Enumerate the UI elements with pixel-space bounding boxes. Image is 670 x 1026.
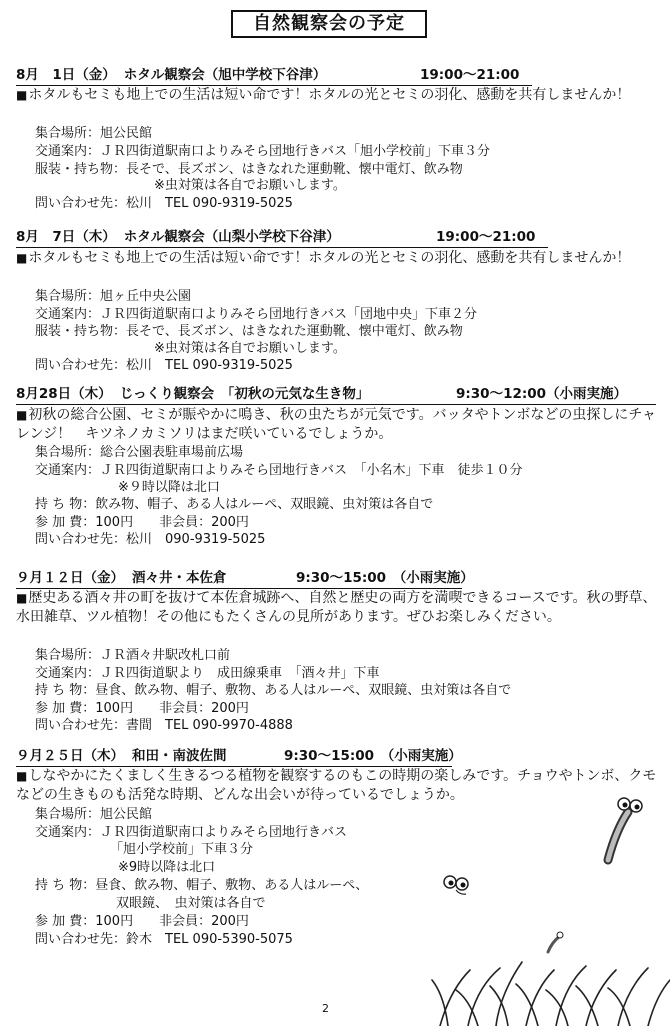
event-description: ■ホタルもセミも地上での生活は短い命です！ホタルの光とセミの羽化、感動を共有しませんか！ (16, 250, 631, 266)
event-name: 和田・南波佐間 (132, 748, 227, 764)
event-header (16, 228, 536, 246)
event-time: 9:30～15:00 （小雨実施） (284, 748, 462, 764)
event-row-note: ※9時以降は北口 (118, 860, 216, 875)
event-time: 9:30～12:00（小雨実施） (456, 386, 628, 402)
event-time: 9:30～15:00 （小雨実施） (296, 570, 474, 586)
square-bullet-icon: ■ (16, 251, 28, 265)
event-row: 集合場所：ＪＲ酒々井駅改札口前 (35, 648, 231, 663)
event-row: 集合場所：旭ヶ丘中央公園 (35, 289, 192, 304)
event-description: ■初秋の総合公園、セミが賑やかに鳴き、秋の虫たちが元気です。バッタやトンボなどの虫探しにチャレンジ！ キツネノカミソリはまだ咲いているでしょうか。 (16, 407, 656, 442)
event-row: 集合場所：旭公民館 (35, 807, 153, 822)
grass-illustration-icon (430, 940, 670, 1026)
event-row: 参 加 費：100円 非会員：200円 (35, 701, 249, 716)
event-row: 集合場所：旭公民館 (35, 126, 153, 141)
square-bullet-icon: ■ (16, 88, 28, 102)
event-date: ９月２５日（木） (16, 748, 124, 764)
event-description: ■ホタルもセミも地上での生活は短い命です！ホタルの光とセミの羽化、感動を共有しませんか！ (16, 87, 631, 103)
event-row: 問い合わせ先：松川 TEL 090-9319-5025 (35, 196, 293, 211)
square-bullet-icon: ■ (16, 408, 28, 422)
event-row: 持 ち 物：昼食、飲み物、帽子、敷物、ある人はルーペ、 (35, 878, 369, 893)
event-date: 8月 1日（金） (16, 67, 116, 83)
event-name: じっくり観察会 「初秋の元気な生き物」 (119, 386, 370, 402)
event-row: 交通案内：ＪＲ四街道駅南口よりみそら団地行きバス「団地中央」下車２分 (35, 307, 478, 322)
event-row: 参 加 費：100円 非会員：200円 (35, 914, 249, 929)
event-row-note: 双眼鏡、 虫対策は各自で (116, 896, 266, 911)
event-date: 8月28日（木） (16, 386, 112, 402)
event-row: 問い合わせ先：書間 TEL 090-9970-4888 (35, 718, 293, 733)
event-header (16, 66, 526, 84)
event-row: 服装・持ち物：長そで、長ズボン、はきなれた運動靴、懐中電灯、飲み物 (35, 324, 463, 339)
event-header (16, 747, 476, 765)
event-row: 持 ち 物：昼食、飲み物、帽子、敷物、ある人はルーペ、双眼鏡、虫対策は各自で (35, 683, 512, 698)
event-row: 持 ち 物：飲み物、帽子、ある人はルーペ、双眼鏡、虫対策は各自で (35, 497, 434, 512)
event-underline (16, 404, 656, 405)
event-row: 服装・持ち物：長そで、長ズボン、はきなれた運動靴、懐中電灯、飲み物 (35, 162, 463, 177)
event-name: 酒々井・本佐倉 (132, 570, 227, 586)
page-number: 2 (322, 1002, 329, 1015)
event-header (16, 385, 656, 403)
event-row-note: ※９時以降は北口 (118, 480, 220, 495)
event-header (16, 569, 476, 587)
square-bullet-icon: ■ (16, 769, 28, 783)
event-row: 問い合わせ先：松川 TEL 090-9319-5025 (35, 358, 293, 373)
event-name: ホタル観察会（山梨小学校下谷津） (123, 229, 340, 245)
event-row: 問い合わせ先：鈴木 TEL 090-5390-5075 (35, 932, 293, 947)
event-row: 集合場所：総合公園表駐車場前広場 (35, 445, 244, 460)
event-date: ９月１２日（金） (16, 570, 124, 586)
caterpillar-illustration-icon (590, 790, 650, 870)
event-row-note: 「旭小学校前」下車３分 (110, 842, 254, 857)
event-underline (16, 247, 548, 248)
event-date: 8月 7日（木） (16, 229, 116, 245)
event-row: 交通案内：ＪＲ四街道駅より 成田線乗車 「酒々井」下車 (35, 666, 380, 681)
event-description: ■しなやかにたくましく生きるつる植物を観察するのもこの時期の楽しみです。チョウやトンボ、クモなどの生きものも活発な時期、どんな出会いが待っているでしょうか。 (16, 768, 657, 803)
event-row: 交通案内：ＪＲ四街道駅南口よりみそら団地行きバス 「小名木」下車 徒歩１０分 (35, 463, 523, 478)
event-row: 問い合わせ先：松川 090-9319-5025 (35, 532, 266, 547)
event-row: 交通案内：ＪＲ四街道駅南口よりみそら団地行きバス「旭小学校前」下車３分 (35, 144, 491, 159)
event-time: 19:00～21:00 (420, 67, 520, 83)
event-row: 参 加 費：100円 非会員：200円 (35, 515, 249, 530)
event-row-note: ※虫対策は各自でお願いします。 (154, 341, 346, 356)
square-bullet-icon: ■ (16, 591, 28, 605)
event-time: 19:00～21:00 (436, 229, 536, 245)
insect-eyes-illustration-icon (438, 868, 478, 898)
event-name: ホタル観察会（旭中学校下谷津） (123, 67, 327, 83)
event-description: ■歴史ある酒々井の町を抜けて本佐倉城跡へ、自然と歴史の両方を満喫できるコースです。秋の野草、水田雑草、ツル植物！その他にもたくさんの見所があります。ぜひお楽しみください。 (16, 590, 657, 625)
event-row-note: ※虫対策は各自でお願いします。 (154, 178, 346, 193)
page-title: 自然観察会の予定 (231, 10, 427, 38)
event-row: 交通案内：ＪＲ四街道駅南口よりみそら団地行きバス (35, 825, 348, 840)
